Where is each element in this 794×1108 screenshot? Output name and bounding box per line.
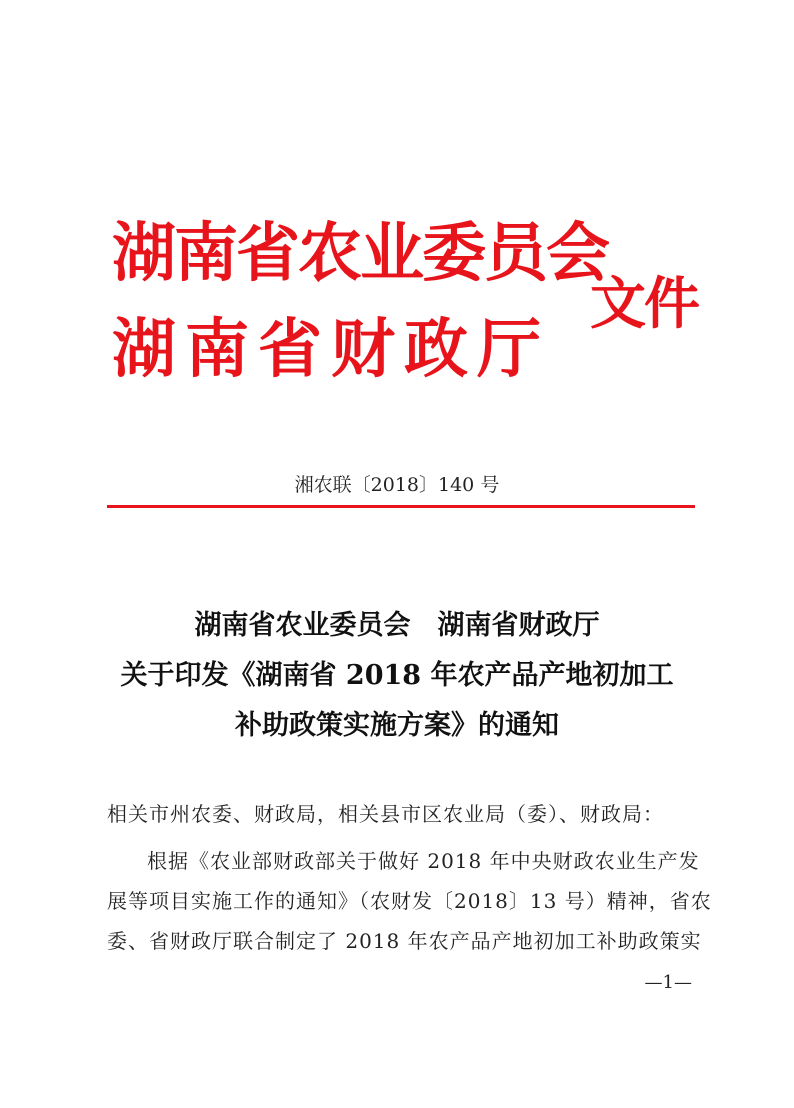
issuer-name-agriculture-committee: 湖南省农业委员会: [112, 216, 608, 291]
document-type-label: 文件: [590, 271, 698, 337]
body-paragraph-line-3: 委、省财政厅联合制定了 2018 年农产品产地初加工补助政策实: [107, 929, 702, 953]
issuer-name-finance-department: 湖南省财政厅: [112, 312, 550, 387]
addressee-line: 相关市州农委、财政局，相关县市区农业局（委）、财政局：: [107, 802, 664, 826]
red-divider-line: [107, 505, 695, 508]
notice-title-line-2: 关于印发《湖南省 2018 年农产品产地初加工: [120, 660, 674, 691]
notice-title-line-1: 湖南省农业委员会 湖南省财政厅: [194, 610, 600, 641]
body-paragraph-line-1: 根据《农业部财政部关于做好 2018 年中央财政农业生产发: [147, 849, 700, 873]
page-number: —1—: [644, 972, 692, 993]
document-number: 湘农联〔2018〕140 号: [294, 474, 500, 496]
notice-title-line-3: 补助政策实施方案》的通知: [235, 710, 559, 741]
body-paragraph-line-2: 展等项目实施工作的通知》（农财发〔2018〕13 号）精神，省农: [107, 889, 712, 913]
